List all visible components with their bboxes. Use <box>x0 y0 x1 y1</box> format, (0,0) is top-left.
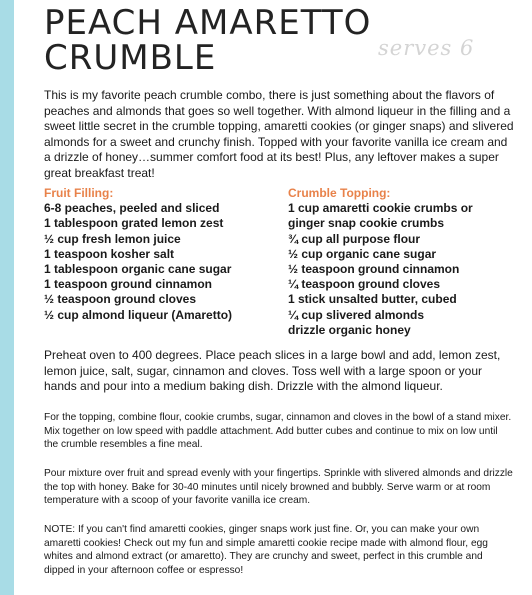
ingredient: 1 tablespoon grated lemon zest <box>44 216 224 231</box>
ingredient: ¼ cup slivered almonds <box>288 307 425 322</box>
ingredient: 1 teaspoon kosher salt <box>44 246 175 261</box>
crumble-topping-section <box>288 186 488 338</box>
side-stripe <box>0 0 14 595</box>
crumble-topping-list <box>288 201 488 338</box>
note-paragraph: NOTE: If you can't find amaretti cookies, ginger snaps work just fine. Or, you can make your own amaretti cookies! Check out my fun and simple amaretti cookie recipe made with almond flour, egg whites and almond extract (or amaretto). They are crunchy and sweet, perfect in this crumble and dipped in your afternoon coffee or espresso! <box>44 524 488 576</box>
ingredient: 6-8 peaches, peeled and sliced <box>44 201 220 216</box>
ingredient: 1 cup amaretti cookie crumbs or ginger snap cookie crumbs <box>288 201 473 231</box>
ingredient: ½ cup fresh lemon juice <box>44 231 181 246</box>
intro-paragraph: This is my favorite peach crumble combo, there is just something about the flavors of peaches and almonds that goes so well together. With almond liqueur in the filling and a sweet little secret in the crumble topping, amaretti cookies (or ginger snaps) and slivered almonds for a sweet and crunchy finish. Topped with your favorite vanilla ice cream and a drizzle of honey…summer comfort food at its best! Plus, any leftover makes a super great breakfast treat! <box>44 88 514 180</box>
instruction-step-3: Pour mixture over fruit and spread evenly with your fingertips. Sprinkle with slivered almonds and drizzle the top with honey. Bake for 30-40 minutes until nicely browned and bubbly. Serve warm or at room temperature with a scoop of your favorite vanilla ice cream. <box>44 468 513 507</box>
instruction-step-1: Preheat oven to 400 degrees. Place peach slices in a large bowl and add, lemon zest, lemon juice, salt, sugar, cinnamon and cloves. Toss well with a large spoon or your hands and pour into a medium baking dish. Drizzle with the almond liqueur. <box>44 348 501 394</box>
ingredient: 1 stick unsalted butter, cubed <box>288 292 457 307</box>
ingredient: drizzle organic honey <box>288 322 411 337</box>
ingredient: ½ cup almond liqueur (Amaretto) <box>44 307 233 322</box>
title-line-1: PEACH AMARETTO <box>44 3 372 43</box>
fruit-filling-section <box>44 186 284 323</box>
serves-label: serves 6 <box>378 36 475 60</box>
ingredient: ½ teaspoon ground cloves <box>44 292 197 307</box>
ingredient: ¾ cup all purpose flour <box>288 231 421 246</box>
crumble-topping-heading: Crumble Topping: <box>288 186 391 200</box>
ingredient: 1 tablespoon organic cane sugar <box>44 262 232 277</box>
recipe-title <box>44 3 372 78</box>
ingredient: ¼ teaspoon ground cloves <box>288 277 441 292</box>
instruction-step-2: For the topping, combine flour, cookie crumbs, sugar, cinnamon and cloves in the bowl of a stand mixer. Mix together on low speed with paddle attachment. Add butter cubes and continue to mix on low until the crumble resembles a fine meal. <box>44 412 512 451</box>
title-line-2: CRUMBLE <box>44 38 217 78</box>
ingredient: ½ cup organic cane sugar <box>288 246 437 261</box>
fruit-filling-heading: Fruit Filling: <box>44 186 114 200</box>
ingredient: ½ teaspoon ground cinnamon <box>288 262 460 277</box>
fruit-filling-list <box>44 201 284 323</box>
ingredient: 1 teaspoon ground cinnamon <box>44 277 213 292</box>
